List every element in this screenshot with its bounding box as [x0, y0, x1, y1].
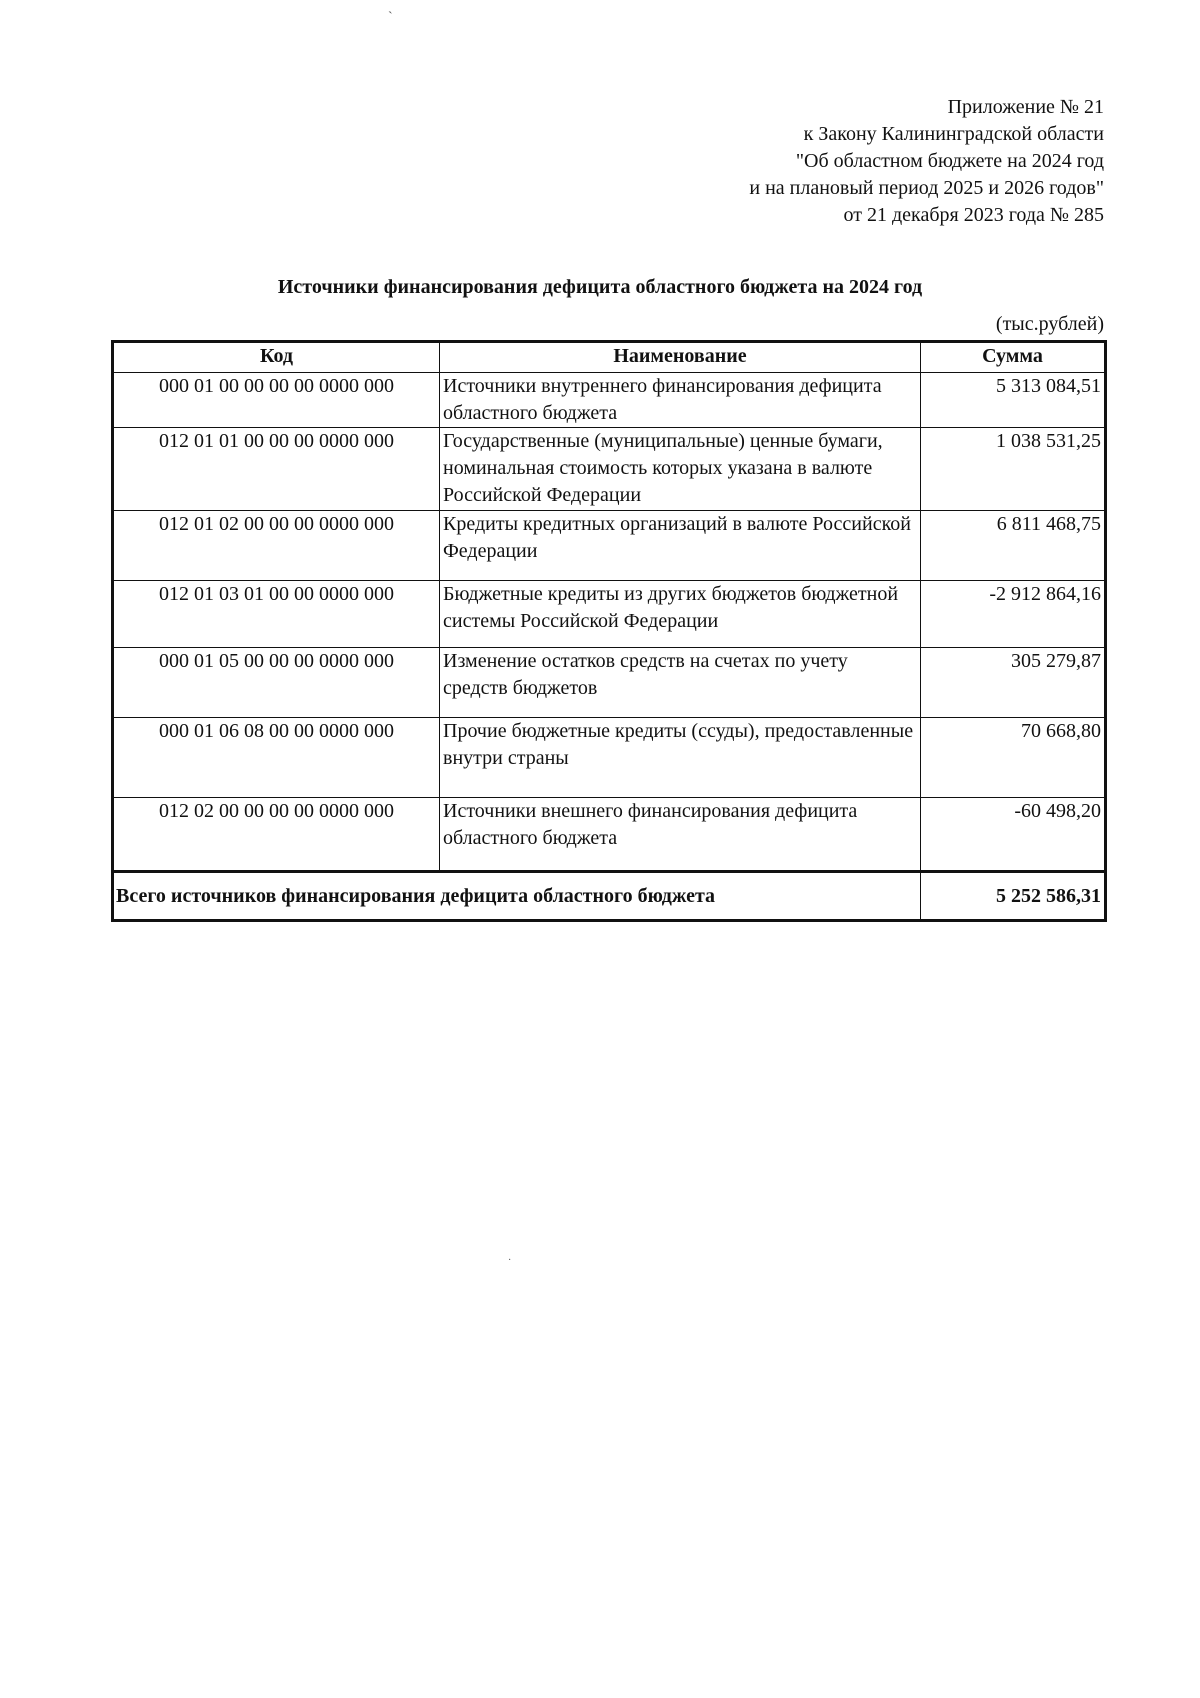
row-name: Бюджетные кредиты из других бюджетов бюджетной системы Российской Федерации: [440, 581, 921, 648]
table-row: [113, 511, 1106, 581]
financing-sources-table: [111, 340, 1107, 922]
scan-dot: ·: [508, 1255, 512, 1266]
column-header-sum: Сумма: [921, 342, 1106, 373]
row-sum: 305 279,87: [921, 648, 1106, 718]
appendix-law-date: от 21 декабря 2023 года № 285: [843, 204, 1104, 226]
row-name: Источники внешнего финансирования дефицита областного бюджета: [440, 798, 921, 872]
units-label: (тыс.рублей): [995, 313, 1104, 335]
row-sum: -2 912 864,16: [921, 581, 1106, 648]
row-code: 012 01 01 00 00 00 0000 000: [113, 428, 440, 511]
column-header-name: Наименование: [440, 342, 921, 373]
row-sum: 70 668,80: [921, 718, 1106, 798]
row-name: Изменение остатков средств на счетах по учету средств бюджетов: [440, 648, 921, 718]
row-name: Источники внутреннего финансирования дефицита областного бюджета: [440, 373, 921, 428]
row-name: Прочие бюджетные кредиты (ссуды), предоставленные внутри страны: [440, 718, 921, 798]
row-name: Государственные (муниципальные) ценные бумаги, номинальная стоимость которых указана в валюте Российской Федерации: [440, 428, 921, 511]
table-row: [113, 428, 1106, 511]
total-label: Всего источников финансирования дефицита областного бюджета: [113, 872, 921, 921]
appendix-law-title-1: "Об областном бюджете на 2024 год: [795, 150, 1104, 172]
column-header-code: Код: [113, 342, 440, 373]
row-sum: 6 811 468,75: [921, 511, 1106, 581]
row-code: 012 01 03 01 00 00 0000 000: [113, 581, 440, 648]
row-code: 000 01 00 00 00 00 0000 000: [113, 373, 440, 428]
row-name: Кредиты кредитных организаций в валюте Российской Федерации: [440, 511, 921, 581]
scan-mark: `: [388, 10, 393, 25]
total-sum: 5 252 586,31: [921, 872, 1106, 921]
row-code: 000 01 06 08 00 00 0000 000: [113, 718, 440, 798]
table-row: [113, 718, 1106, 798]
row-sum: 5 313 084,51: [921, 373, 1106, 428]
table-row: [113, 581, 1106, 648]
appendix-header: [749, 94, 1104, 229]
row-sum: 1 038 531,25: [921, 428, 1106, 511]
appendix-law-title-2: и на плановый период 2025 и 2026 годов": [749, 177, 1104, 199]
table-header-row: [113, 342, 1106, 373]
appendix-number: Приложение № 21: [947, 96, 1104, 118]
table-total-row: [113, 872, 1106, 921]
row-code: 000 01 05 00 00 00 0000 000: [113, 648, 440, 718]
table-row: [113, 798, 1106, 872]
document-title: Источники финансирования дефицита областного бюджета на 2024 год: [277, 276, 923, 298]
table-row: [113, 648, 1106, 718]
row-code: 012 02 00 00 00 00 0000 000: [113, 798, 440, 872]
table-row: [113, 373, 1106, 428]
row-code: 012 01 02 00 00 00 0000 000: [113, 511, 440, 581]
appendix-law-line: к Закону Калининградской области: [803, 123, 1104, 145]
row-sum: -60 498,20: [921, 798, 1106, 872]
